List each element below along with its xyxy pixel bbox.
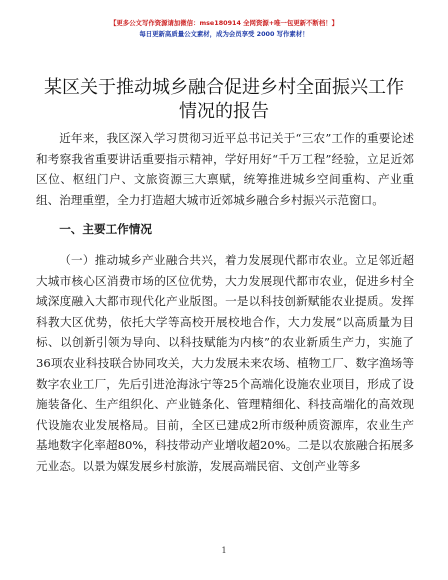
promo-banner-line-1: 【更多公文写作资源请加微信：mse180914 全网资源+唯一包更新不断档！】	[110, 19, 338, 27]
document-title	[40, 76, 408, 124]
body-paragraph: （一）推动城乡产业融合共兴，着力发展现代都市农业。立足邻近超大城市核心区消费市场的区位优势，大力发展现代都市农业，促进乡村全域深度融入大都市现代化产业版图。一是以科技创新赋能农业提质。发挥科教大区优势，依托大学等高校开展校地合作，大力发展“以高质量为目标、以创新引领为导向、以科技赋能为内核”的农业新质生产力，实施了36项农业科技联合协同攻关，大力发展未来农场、植物工厂、数字渔场等数字农业工厂，先后引进沧海泳宁等25个高端化设施农业项目，形成了设施装备化、生产组织化、产业链条化、管理精细化、科技高端化的高效现代设施农业发展格局。目前，全区已建成2所市级种质资源库，农业生产基地数字化率超80%，科技带动产业增收超20%。二是以农旅融合拓展多元业态。以景为媒发展乡村旅游，发展高端民宿、文创产业等多	[36, 252, 414, 473]
promo-banner-line-2: 每日更新高质量公文素材，成为会员享受 2000 写作素材！	[139, 30, 309, 38]
page-number: 1	[221, 546, 227, 555]
document-body	[36, 128, 414, 477]
intro-paragraph: 近年来，我区深入学习贯彻习近平总书记关于“三农”工作的重要论述和考察我省重要讲话重要指示精神，学好用好“千万工程”经验，立足近郊区位、枢纽门户、文旅资源三大禀赋，统筹推进城乡空间重构、产业重组、治理重塑，全力打造超大城市近郊城乡融合乡村振兴示范窗口。	[36, 131, 414, 207]
document-title-line-2: 情况的报告	[179, 101, 269, 122]
section-heading: 一、主要工作情况	[59, 222, 152, 237]
document-title-line-1: 某区关于推动城乡融合促进乡村全面振兴工作	[44, 77, 404, 98]
